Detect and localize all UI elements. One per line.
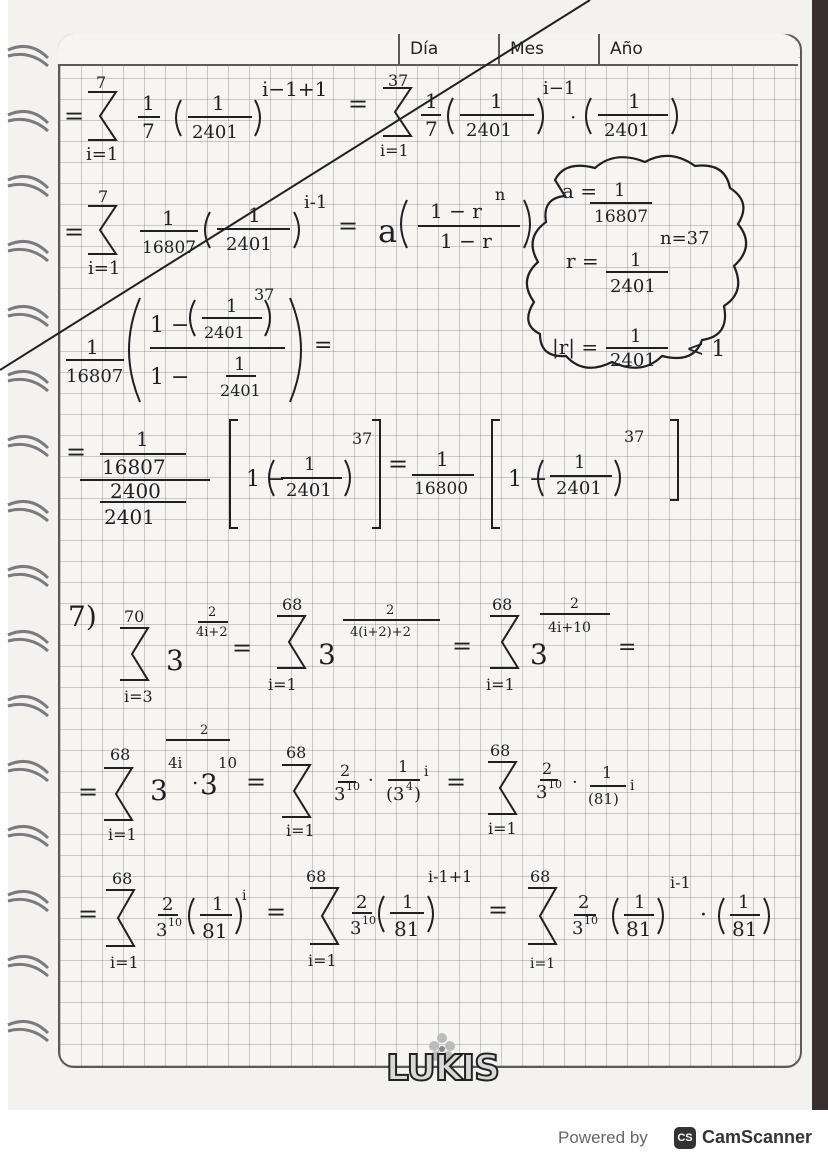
l6-sum2-bottom: i=1 — [286, 821, 315, 840]
p7-exp3-den: 4i+10 — [548, 620, 591, 636]
l7-f1-num: 2 — [162, 894, 174, 915]
l4-br-1: 1 − — [246, 467, 286, 492]
l1-f3-num: 1 — [425, 89, 438, 113]
p7-eq: = — [232, 634, 253, 662]
l7-f5-num: 2 — [578, 892, 590, 913]
cloud-r-num: 1 — [630, 250, 642, 271]
l7-sum3-top: 68 — [530, 867, 551, 886]
l4-br-num: 1 — [304, 454, 316, 475]
cloud-r-den: 2401 — [610, 276, 656, 297]
l6-f2-exp: i — [424, 764, 429, 780]
cloud-r-label: r = — [566, 249, 599, 273]
l7-sum-bottom: i=1 — [110, 953, 139, 972]
l2-exp: i-1 — [304, 192, 328, 213]
l1-f1-den: 7 — [142, 119, 155, 143]
l3-top-num: 1 — [226, 296, 238, 317]
l6-f2-num: 1 — [398, 757, 409, 776]
year-field: Año — [598, 34, 700, 64]
l7-f6-num: 1 — [634, 892, 646, 913]
p7-sum-bottom: i=3 — [124, 687, 153, 706]
cloud-n-label: n=37 — [660, 228, 710, 249]
cloud-a-label: a = — [562, 179, 598, 203]
l6-mul2: · — [572, 772, 578, 793]
l4-br-exp: 37 — [352, 429, 373, 448]
l7-f4-num: 1 — [402, 892, 414, 913]
l4-br2-den: 2401 — [556, 478, 602, 499]
l2-formula-a: a — [378, 212, 398, 250]
l3-bot-den: 2401 — [220, 381, 261, 400]
l7-f7-den: 81 — [732, 917, 758, 941]
l1-exp2: i−1 — [543, 78, 576, 99]
p7-base2: 3 — [318, 638, 336, 671]
l7-f2-num: 1 — [212, 894, 224, 915]
l7-f1-den-exp: 10 — [168, 916, 182, 929]
l6-f4-num: 1 — [602, 763, 613, 782]
l1-dot: · — [570, 105, 577, 129]
l4-big-mid: 16807 — [102, 455, 166, 479]
l4-br2-num: 1 — [574, 452, 586, 473]
p7-base: 3 — [166, 644, 184, 677]
l4-eq: = — [66, 438, 87, 466]
l7-sum2-top: 68 — [306, 867, 327, 886]
l7-f2-den: 81 — [202, 919, 228, 943]
p7-sum3-top: 68 — [492, 595, 513, 614]
l7-sum-top: 68 — [112, 869, 133, 888]
l2-eq2: = — [338, 212, 359, 240]
l1-f5-num: 1 — [628, 89, 641, 113]
l6-f1-den-exp: 10 — [346, 780, 360, 793]
l3-bot-1: 1 − — [150, 365, 190, 390]
l6-f4-den: (81) — [588, 790, 619, 808]
l6-sum2-top: 68 — [286, 743, 307, 762]
l6-f3-den-exp: 10 — [548, 778, 562, 791]
l7-f4-exp: i-1+1 — [428, 867, 473, 886]
cloud-abs-den: 2401 — [610, 350, 656, 371]
l7-sum2-bottom: i=1 — [308, 951, 337, 970]
l6-sum-bottom: i=1 — [108, 825, 137, 844]
l4-br2-exp: 37 — [624, 427, 645, 446]
l4-res-num: 1 — [436, 447, 449, 471]
day-field: Día — [398, 34, 500, 64]
powered-by-label: Powered by — [558, 1128, 648, 1147]
l6-sum3-top: 68 — [490, 741, 511, 760]
camscanner-icon: CS — [674, 1127, 696, 1149]
l3-top-den: 2401 — [204, 323, 245, 342]
l1-sum2-top: 37 — [388, 71, 409, 90]
l7-f5-den: 3 — [572, 918, 584, 939]
l2-f1-num: 1 — [162, 206, 175, 230]
l7-f3-den-exp: 10 — [362, 914, 376, 927]
l3-top-exp: 37 — [254, 285, 275, 304]
p7-sum2-top: 68 — [282, 595, 303, 614]
l6-term: 3 — [150, 774, 168, 807]
l3-eq: = — [314, 333, 333, 358]
l1-eq2: = — [348, 90, 369, 118]
l1-f1-num: 1 — [142, 91, 155, 115]
l7-sum3-bottom: i=1 — [530, 956, 556, 972]
lukis-logo: LUKIS — [386, 1048, 500, 1089]
l4-eq2: = — [388, 450, 409, 478]
l1-sum-bottom: i=1 — [86, 144, 119, 165]
l6-exp-b: 10 — [218, 754, 238, 772]
l6-f2-den-exp: 4 — [406, 780, 413, 793]
l1-f2-den: 2401 — [192, 122, 238, 143]
l1-sum-top: 7 — [96, 73, 107, 92]
l4-big-den-num: 2400 — [110, 479, 161, 503]
l6-sum3-bottom: i=1 — [488, 819, 517, 838]
l7-dot: · — [700, 903, 707, 928]
p7-sum2-bottom: i=1 — [268, 675, 297, 694]
l1-f4-den: 2401 — [466, 120, 512, 141]
p7-exp-num: 2 — [208, 605, 217, 620]
l6-f2-den: (3 — [386, 784, 405, 805]
l4-big-num: 1 — [136, 427, 149, 451]
l6-exp-top: 2 — [200, 723, 209, 738]
l6-f1-num: 2 — [340, 761, 351, 780]
l1-f4-num: 1 — [490, 89, 503, 113]
l6-f2-den-close: ) — [414, 784, 422, 805]
l7-f3-num: 2 — [356, 892, 368, 913]
l6-eq3: = — [446, 768, 467, 796]
l7-eq2: = — [266, 898, 287, 926]
l2-f2-den: 2401 — [226, 234, 272, 255]
l7-f3-den: 3 — [350, 918, 362, 939]
l4-br2-1: 1 − — [508, 467, 548, 492]
l3-bot-num: 1 — [234, 354, 246, 375]
l1-f3-den: 7 — [425, 117, 438, 141]
l7-f4-den: 81 — [394, 917, 420, 941]
cloud-abs-num: 1 — [630, 326, 642, 347]
p7-exp2-num: 2 — [386, 603, 395, 618]
l2-sum-bottom: i=1 — [88, 258, 121, 279]
p7-base3: 3 — [530, 638, 548, 671]
l6-f3-den: 3 — [536, 782, 548, 803]
l6-eq2: = — [246, 768, 267, 796]
l1-f2-num: 1 — [212, 91, 225, 115]
p7-eq2: = — [452, 632, 473, 660]
l7-f6-den: 81 — [626, 917, 652, 941]
l2-formula-exp: n — [495, 185, 506, 204]
l6-dot: . — [192, 765, 199, 789]
p7-sum-top: 70 — [124, 607, 145, 626]
l6-f3-num: 2 — [542, 759, 553, 778]
l2-formula-num: 1 − r — [430, 199, 482, 223]
l7-eq3: = — [488, 896, 509, 924]
cloud-abs-cmp: < 1 — [686, 337, 726, 362]
l6-f4-exp: i — [630, 778, 635, 794]
l1-f5-den: 2401 — [604, 120, 650, 141]
l6-mul: · — [368, 770, 374, 791]
l3-top-1: 1 − — [150, 313, 190, 338]
p7-exp2-den: 4(i+2)+2 — [350, 625, 411, 640]
l3-coef-num: 1 — [86, 335, 99, 359]
l7-eq: = — [78, 900, 99, 928]
l6-term2: 3 — [200, 768, 218, 801]
p7-label: 7) — [68, 600, 97, 633]
p7-eq3: = — [618, 635, 637, 660]
l7-f2-exp: i — [242, 888, 247, 904]
p7-exp3-num: 2 — [570, 596, 579, 612]
l4-res-den: 16800 — [414, 479, 469, 499]
l2-f1-den: 16807 — [142, 238, 197, 258]
month-field: Mes — [498, 34, 600, 64]
l2-eq: = — [64, 218, 85, 246]
p7-sum3-bottom: i=1 — [486, 675, 515, 694]
l3-coef-den: 16807 — [66, 366, 124, 387]
camscanner-brand: CamScanner — [702, 1127, 813, 1147]
l2-sum-top: 7 — [98, 187, 109, 206]
p7-exp-den: 4i+2 — [196, 625, 228, 640]
l1-eq: = — [64, 102, 85, 130]
cloud-abs-label: |r| = — [552, 335, 599, 359]
l6-f1-den: 3 — [334, 784, 346, 805]
cloud-a-den: 16807 — [594, 207, 649, 227]
cloud-a-num: 1 — [614, 180, 626, 201]
l6-sum-top: 68 — [110, 745, 131, 764]
l2-formula-den: 1 − r — [440, 229, 492, 253]
l6-exp-a: 4i — [168, 754, 183, 772]
l4-br-den: 2401 — [286, 480, 332, 501]
l7-f5-den-exp: 10 — [584, 914, 598, 927]
l1-exp: i−1+1 — [262, 77, 328, 101]
l7-f7-num: 1 — [738, 892, 750, 913]
l4-big-den-den: 2401 — [104, 505, 155, 529]
l7-f6-exp: i-1 — [670, 873, 691, 892]
l2-f2-num: 1 — [248, 203, 261, 227]
l1-sum2-bottom: i=1 — [380, 141, 409, 160]
l7-f1-den: 3 — [156, 920, 168, 941]
l6-eq: = — [78, 778, 99, 806]
